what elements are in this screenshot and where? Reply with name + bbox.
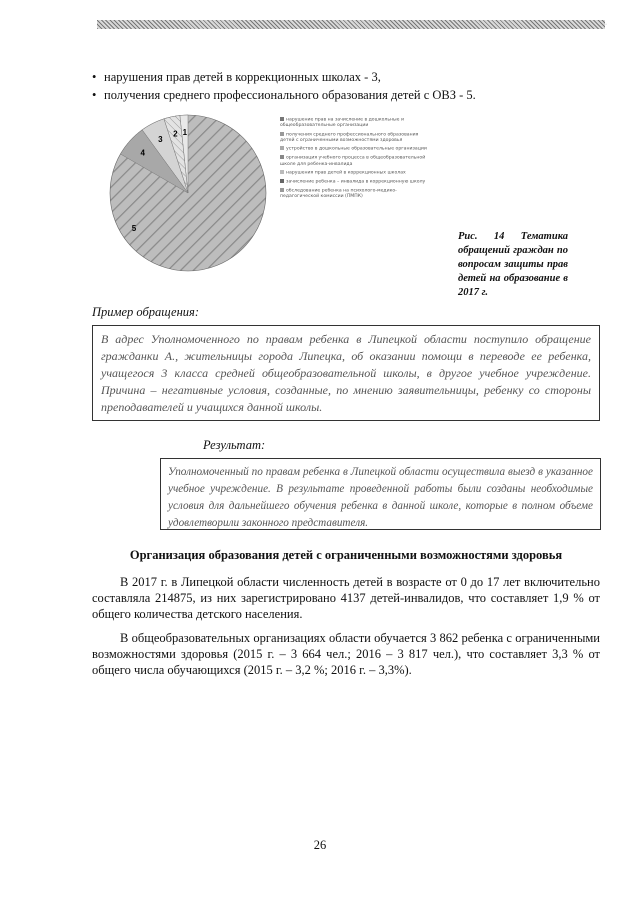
result-text: Уполномоченный по правам ребенка в Липецкой области осуществила выезд в указанное учебное учреждение. В результате проведенной работы были созданы необходимые условия для дальнейшего обучения ребенка в данной школе, которые в полном объеме удовлетворили законного представителя. (168, 466, 593, 529)
legend-item (280, 188, 430, 200)
header-mark: · (605, 22, 607, 28)
legend-item (280, 117, 430, 129)
legend-swatch (280, 179, 284, 183)
legend-swatch (280, 170, 284, 174)
legend-label: нарушения прав детей в коррекционных школах (286, 170, 406, 176)
legend-swatch (280, 132, 284, 136)
pie-slice-label: 5 (131, 224, 137, 233)
example-box (92, 325, 600, 421)
result-box (160, 458, 601, 530)
legend-item (280, 179, 430, 185)
bullet-text: получения среднего профессионального образования детей с ОВЗ - 5. (104, 88, 476, 102)
bullet-item (92, 70, 381, 85)
bullet-icon: • (92, 88, 97, 102)
bullet-text: нарушения прав детей в коррекционных школах - 3, (104, 70, 381, 84)
pie-slice-label: 4 (140, 148, 146, 158)
legend-label: получения среднего профессионального образования детей с ограниченными возможностями здоровья (280, 132, 419, 143)
section-title: Организация образования детей с ограниченными возможностями здоровья (129, 548, 563, 562)
legend-item (280, 146, 430, 152)
legend-item (280, 170, 430, 176)
bullet-item (92, 88, 476, 103)
paragraph (92, 630, 600, 678)
example-text: В адрес Уполномоченного по правам ребенка в Липецкой области поступило обращение гражданки А., жительницы города Липецка, об оказании помощи в переводе ее ребенка, учащегося 3 класса средней общеобразовательной школы, в другое учебное учреждение. Причина – негативные условия, созданные, по мнению заявительницы, ребенку со стороны преподавателей и учащихся данной школы. (101, 332, 591, 414)
paragraph-text: В общеобразовательных организациях области обучается 3 862 ребенка с ограниченными возможностями здоровья (2015 г. – 3 664 чел.; 2016 – 3 817 чел.), что составляет 3,3 % от общего числа обучающихся (2015 г. – 3,2 %; 2016 г. – 3,3%). (92, 631, 600, 677)
paragraph (92, 574, 600, 622)
result-label: Результат: (203, 438, 266, 452)
legend-label: организация учебного процесса в общеобразовательной школе для ребенка-инвалида (280, 155, 426, 167)
legend-label: устройство в дошкольные образовательные организации (286, 146, 427, 152)
header-rule (97, 20, 605, 29)
legend-swatch (280, 146, 284, 150)
legend-swatch (280, 155, 284, 159)
figure-caption: Рис. 14 Тематика обращений граждан по вопросам защиты прав детей на образование в 2017 г. (458, 231, 568, 298)
legend-item (280, 155, 430, 167)
legend-swatch (280, 188, 284, 192)
legend-label: нарушение прав на зачисление в дошкольные и общеобразовательные организации (280, 117, 404, 129)
page-number: 26 (313, 838, 327, 852)
pie-slice-label: 2 (173, 129, 178, 139)
bullet-icon: • (92, 70, 97, 84)
legend-item (280, 132, 430, 144)
legend-label: зачисление ребенка – инвалида в коррекционную школу (286, 179, 426, 185)
legend-swatch (280, 117, 284, 121)
pie-slice-label: 3 (158, 134, 163, 144)
pie-chart-svg (108, 113, 268, 273)
example-label: Пример обращения: (92, 305, 200, 319)
pie-chart (108, 113, 268, 273)
chart-legend (280, 117, 430, 203)
paragraph-text: В 2017 г. в Липецкой области численность детей в возрасте от 0 до 17 лет включительно составляла 214875, из них зарегистрировано 4137 детей-инвалидов, что составляет 1,9 % от общего количества детского населения. (92, 575, 600, 621)
legend-label: обследование ребенка на психолого-медико-педагогической комиссии (ПМПК) (280, 188, 397, 200)
pie-slice-label: 1 (182, 128, 188, 138)
